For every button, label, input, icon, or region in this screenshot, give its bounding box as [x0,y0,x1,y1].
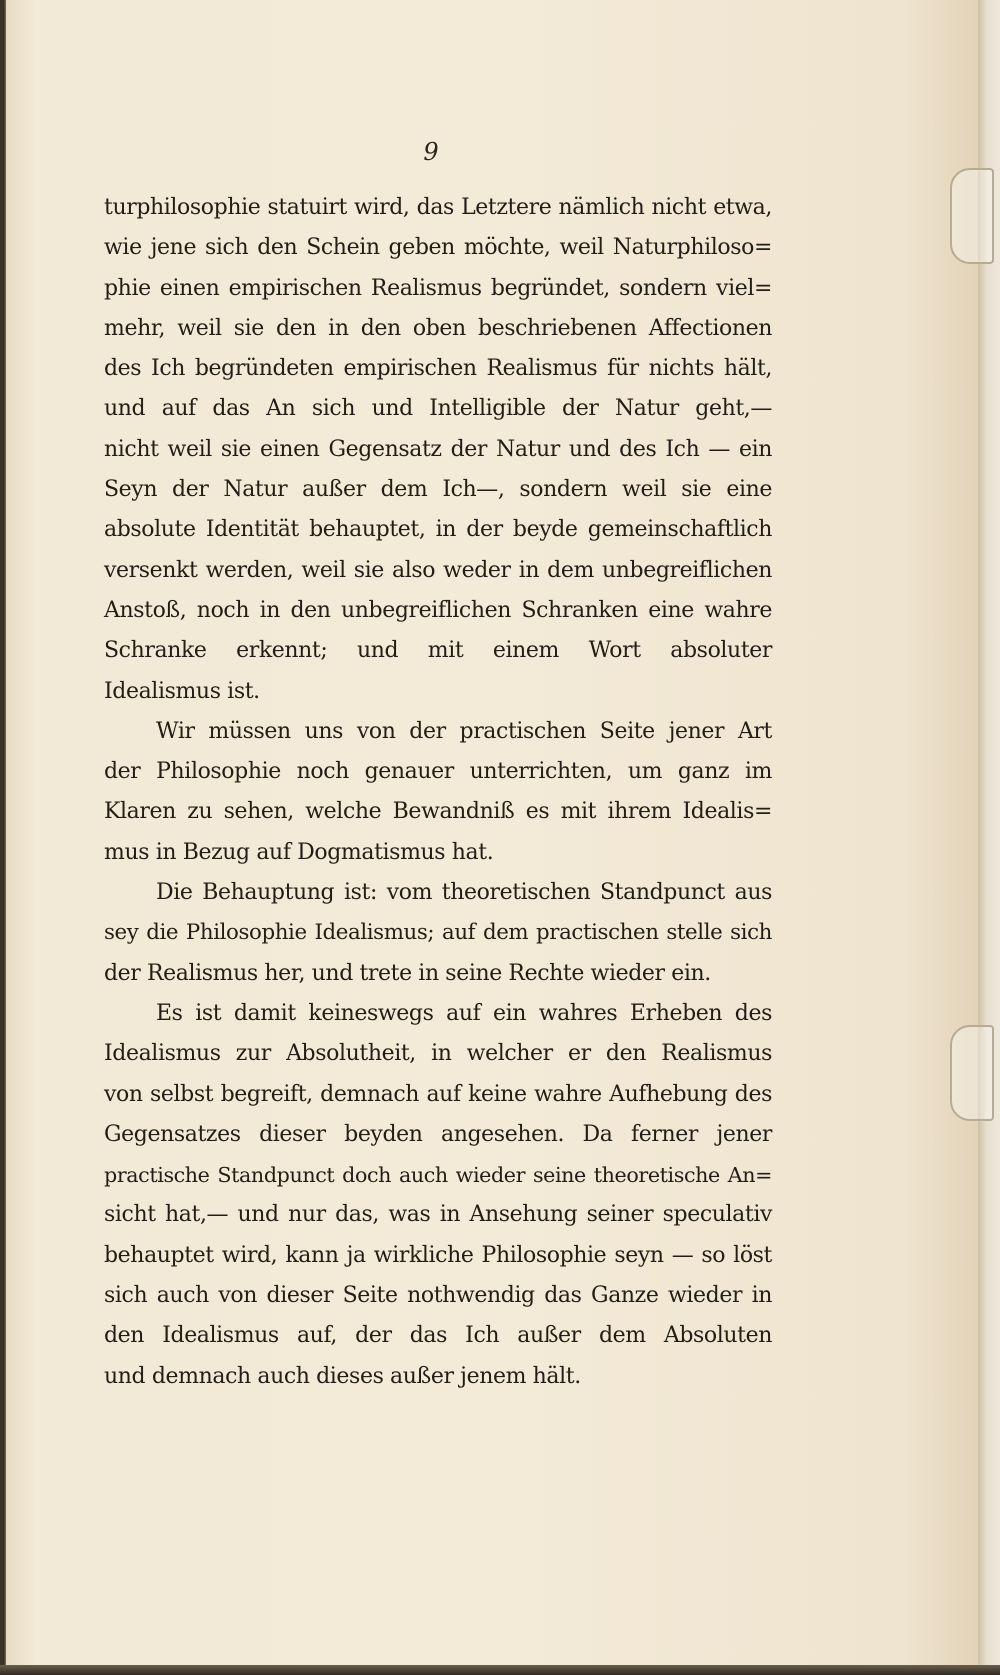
page-clip-top [950,168,994,264]
text-line: Idealismus zur Absolutheit, in welcher er den Realismus [104,1041,772,1067]
text-line: mehr, weil sie den in den oben beschriebenen Affectionen [104,315,772,341]
text-line: sicht hat,— und nur das, was in Ansehung seiner speculativ [104,1202,772,1228]
text-line: Seyn der Natur außer dem Ich—, sondern weil sie eine [104,477,772,503]
page-number: 9 [423,138,439,166]
text-line: Anstoß, noch in den unbegreiflichen Schranken eine wahre [104,597,772,623]
text-line: mus in Bezug auf Dogmatismus hat. [104,839,494,865]
text-line: und demnach auch dieses außer jenem hält. [104,1363,581,1389]
text-line: Gegensatzes dieser beyden angesehen. Da ferner jener [104,1121,772,1147]
text-line: der Philosophie noch genauer unterrichten, um ganz im [104,759,772,785]
text-line: absolute Identität behauptet, in der beyde gemeinschaftlich [104,517,772,543]
text-line: Die Behauptung ist: vom theoretischen Standpunct aus [156,880,772,906]
text-line: Wir müssen uns von der practischen Seite jener Art [156,718,772,744]
scan-bottom-edge [0,1665,1000,1675]
text-line: von selbst begreift, demnach auf keine wahre Aufhebung des [104,1081,772,1107]
text-line: sich auch von dieser Seite nothwendig das Ganze wieder in [104,1283,772,1309]
text-line: turphilosophie statuirt wird, das Letztere nämlich nicht etwa, [104,195,772,220]
text-line: Klaren zu sehen, welche Bewandniß es mit ihrem Idealis= [104,799,772,825]
text-line: versenkt werden, weil sie also weder in dem unbegreiflichen [104,557,772,583]
text-line: practische Standpunct doch auch wieder seine theoretische An= [104,1163,772,1188]
book-page [6,0,980,1665]
text-line: Idealismus ist. [104,678,260,704]
text-line: wie jene sich den Schein geben möchte, weil Naturphiloso= [104,235,772,261]
text-line: nicht weil sie einen Gegensatz der Natur und des Ich — ein [104,436,772,462]
text-line: phie einen empirischen Realismus begründet, sondern viel= [104,275,772,301]
text-line: Schranke erkennt; und mit einem Wort absoluter [104,638,772,664]
text-line: des Ich begründeten empirischen Realismus für nichts hält, [104,356,772,382]
body-text [104,188,772,1397]
text-line: Es ist damit keineswegs auf ein wahres Erheben des [156,1000,772,1026]
page-clip-bottom [950,1025,994,1121]
text-line: behauptet wird, kann ja wirkliche Philosophie seyn — so löst [104,1242,772,1268]
text-line: den Idealismus auf, der das Ich außer dem Absoluten [104,1323,772,1349]
text-line: und auf das An sich und Intelligible der Natur geht,— [104,396,772,422]
text-line: sey die Philosophie Idealismus; auf dem practischen stelle sich [104,920,772,946]
text-line: der Realismus her, und trete in seine Rechte wieder ein. [104,960,711,986]
